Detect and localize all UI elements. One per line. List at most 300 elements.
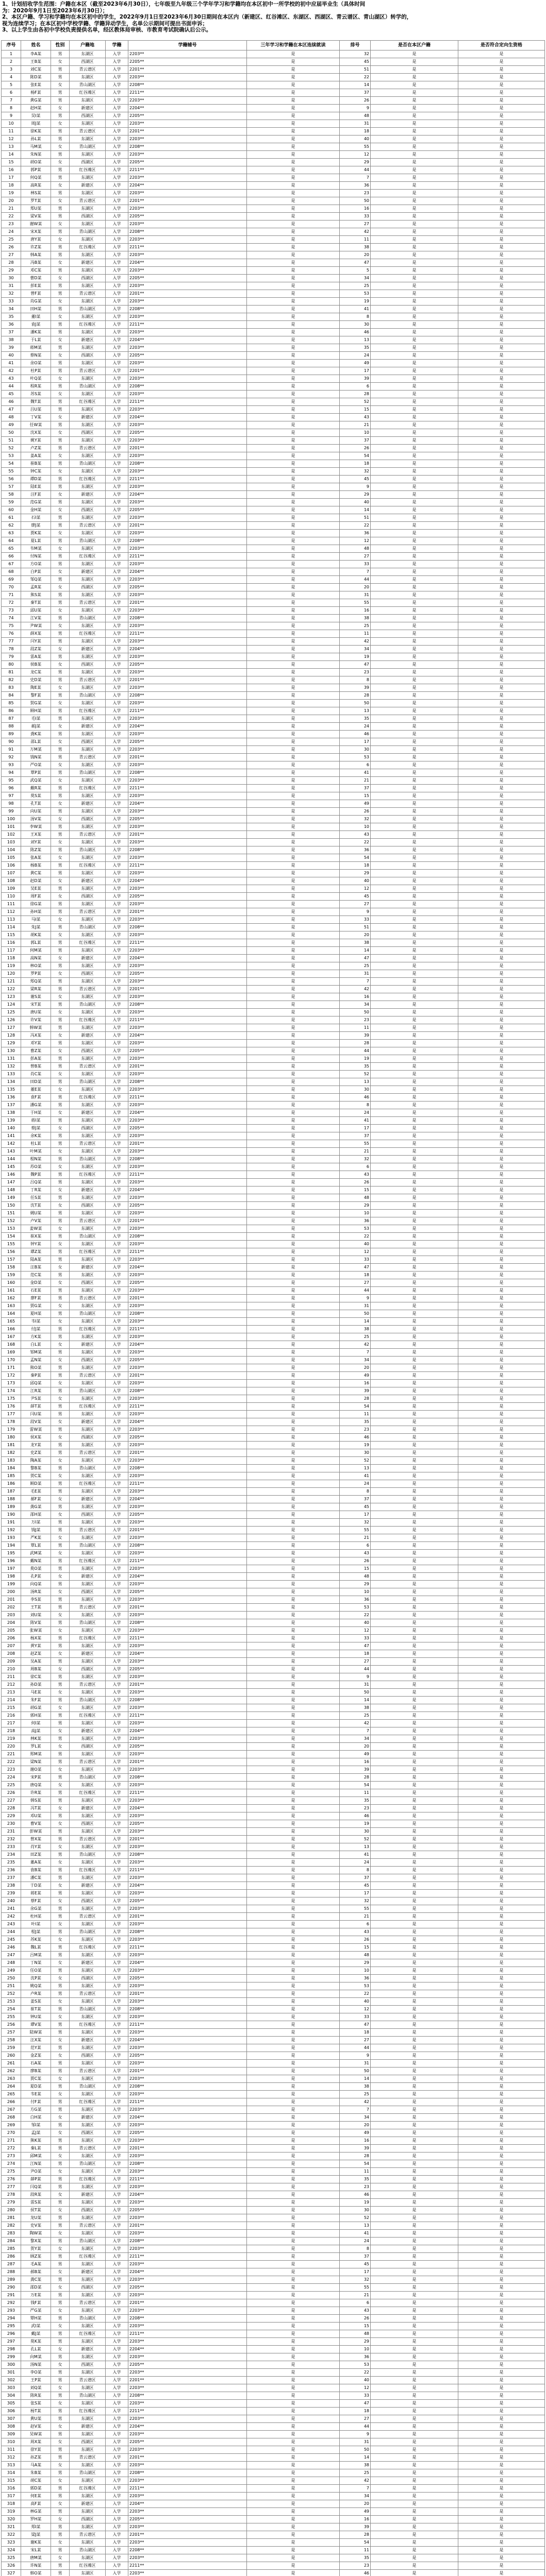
table-cell: 是 (247, 823, 340, 831)
table-cell: 入学 (106, 2384, 128, 2392)
table-cell: 女 (51, 1588, 70, 1596)
table-cell: 是 (247, 391, 340, 398)
table-row (2, 1805, 545, 1812)
table-cell: 东湖区 (70, 514, 106, 522)
table-cell: 红谷滩区 (70, 398, 106, 406)
table-row (2, 1743, 545, 1751)
table-cell: 男 (51, 1287, 70, 1295)
table-cell: 是 (371, 870, 458, 877)
table-cell: 是 (458, 1318, 545, 1326)
table-cell: 女 (51, 1936, 70, 1944)
table-cell: 是 (247, 2323, 340, 2330)
table-cell: 红谷滩区 (70, 2562, 106, 2570)
table-cell: 44 (2, 383, 21, 391)
table-cell: 是 (371, 1132, 458, 1140)
table-cell: 97 (2, 792, 21, 800)
table-cell: 2203** (128, 437, 247, 445)
table-cell: 17 (2, 174, 21, 182)
table-cell: 是 (247, 568, 340, 576)
table-row (2, 306, 545, 313)
table-cell: 216 (2, 1712, 21, 1720)
table-cell: 15 (340, 406, 371, 414)
table-cell: 是 (371, 1465, 458, 1472)
table-cell: 入学 (106, 862, 128, 870)
table-cell: 武Q某 (21, 777, 51, 785)
table-cell: 288 (2, 2268, 21, 2276)
table-cell: 是 (247, 2114, 340, 2122)
table-cell: 田Z某 (21, 1851, 51, 1859)
table-cell: 青山湖区 (70, 2547, 106, 2554)
table-cell: 是 (371, 1434, 458, 1442)
table-cell: 是 (247, 2129, 340, 2137)
table-row (2, 1194, 545, 1202)
table-cell: 男 (51, 2493, 70, 2500)
table-cell: 东湖区 (70, 1534, 106, 1542)
table-cell: 是 (458, 2292, 545, 2299)
table-row (2, 1310, 545, 1318)
table-cell: 2205** (128, 429, 247, 437)
table-cell: 202 (2, 1604, 21, 1612)
table-cell: 是 (247, 2346, 340, 2353)
table-cell: 女 (51, 1302, 70, 1310)
table-cell: 38 (340, 939, 371, 947)
table-cell: 是 (371, 522, 458, 530)
table-cell: 青云谱区 (70, 1372, 106, 1380)
table-cell: 2203** (128, 885, 247, 893)
table-cell: 是 (458, 1542, 545, 1550)
table-cell: 新建区 (70, 955, 106, 962)
table-cell: 35 (2, 313, 21, 321)
table-cell: 贾K某 (21, 530, 51, 537)
table-cell: 是 (371, 2075, 458, 2083)
table-cell: 是 (371, 1163, 458, 1171)
table-cell: 109 (2, 885, 21, 893)
table-row (2, 2500, 545, 2508)
table-cell: 付F某 (21, 2098, 51, 2106)
table-cell: 2203** (128, 2044, 247, 2052)
col-header-status: 学籍 (106, 41, 128, 50)
table-cell: 男 (51, 344, 70, 352)
table-row (2, 2485, 545, 2493)
table-cell: 青山湖区 (70, 1233, 106, 1241)
table-cell: 55 (340, 1527, 371, 1534)
table-cell: 是 (371, 1905, 458, 1913)
table-row (2, 1681, 545, 1689)
table-cell: 尹S某 (21, 1395, 51, 1403)
table-cell: 女 (51, 2361, 70, 2369)
table-cell: 是 (371, 2114, 458, 2122)
table-cell: 是 (247, 615, 340, 622)
table-row (2, 1434, 545, 1442)
table-cell: 2201** (128, 986, 247, 993)
table-cell: 是 (458, 1101, 545, 1109)
table-cell: 40 (340, 499, 371, 506)
table-cell: 133 (2, 1071, 21, 1078)
table-cell: 西湖区 (70, 159, 106, 166)
table-row (2, 1442, 545, 1449)
table-cell: 入学 (106, 2547, 128, 2554)
table-cell: 2203** (128, 1596, 247, 1604)
table-cell: 女 (51, 236, 70, 244)
table-cell: 陶W某 (21, 2230, 51, 2238)
table-cell: 男 (51, 2377, 70, 2384)
table-cell: 是 (247, 1449, 340, 1457)
table-cell: 是 (458, 2369, 545, 2377)
table-cell: 西湖区 (70, 1897, 106, 1905)
table-cell: 是 (247, 1357, 340, 1364)
table-cell: 是 (458, 1001, 545, 1009)
table-cell: 范G某 (21, 499, 51, 506)
table-cell: 是 (371, 105, 458, 112)
table-cell: 是 (458, 1689, 545, 1697)
table-cell: 6 (340, 1542, 371, 1550)
table-cell: 6 (2, 89, 21, 97)
table-cell: 是 (371, 1836, 458, 1843)
table-cell: 13 (340, 1843, 371, 1851)
table-cell: 女 (51, 491, 70, 499)
table-cell: 女 (51, 2516, 70, 2523)
table-cell: 34 (340, 1357, 371, 1364)
table-cell: 入学 (106, 823, 128, 831)
table-cell: 是 (371, 2454, 458, 2462)
table-cell: 入学 (106, 2485, 128, 2493)
table-cell: 是 (458, 105, 545, 112)
table-cell: 是 (458, 2006, 545, 2013)
table-cell: 入学 (106, 1086, 128, 1094)
table-cell: 2203** (128, 2323, 247, 2330)
table-cell: 是 (458, 2469, 545, 2477)
table-cell: 是 (247, 1071, 340, 1078)
table-cell: 是 (247, 244, 340, 251)
table-cell: 217 (2, 1720, 21, 1727)
table-cell: 是 (371, 1302, 458, 1310)
table-cell: 19 (340, 298, 371, 306)
table-cell: 是 (458, 2307, 545, 2315)
table-cell: 是 (458, 2037, 545, 2044)
table-cell: 2208** (128, 769, 247, 777)
table-cell: 是 (458, 1380, 545, 1387)
table-cell: 7 (340, 2106, 371, 2114)
table-cell: 入学 (106, 360, 128, 367)
table-cell: 是 (247, 352, 340, 360)
table-cell: 男 (51, 1527, 70, 1534)
table-cell: 是 (247, 329, 340, 336)
table-cell: 廖F某 (21, 1295, 51, 1302)
table-cell: 是 (247, 1581, 340, 1588)
table-cell: 男 (51, 1310, 70, 1318)
table-cell: 2208** (128, 2469, 247, 2477)
table-cell: 是 (247, 1480, 340, 1488)
table-cell: 38 (340, 615, 371, 622)
table-cell: 东湖区 (70, 1194, 106, 1202)
table-cell: 12 (340, 1248, 371, 1256)
table-cell: 高R某 (21, 182, 51, 190)
table-cell: 是 (247, 2106, 340, 2114)
table-cell: 孔P某 (21, 1573, 51, 1581)
table-cell: 是 (371, 2307, 458, 2315)
table-cell: 是 (371, 2508, 458, 2516)
table-cell: 49 (340, 360, 371, 367)
table-cell: 男 (51, 267, 70, 275)
table-cell: 178 (2, 1418, 21, 1426)
table-cell: 龙Y某 (21, 1442, 51, 1449)
table-cell: 73 (2, 607, 21, 615)
table-cell: 是 (371, 1581, 458, 1588)
table-cell: 是 (458, 2554, 545, 2562)
table-cell: 是 (371, 58, 458, 66)
table-row (2, 2222, 545, 2230)
table-cell: 赵V某 (21, 2423, 51, 2431)
table-row (2, 1897, 545, 1905)
table-cell: 2203** (128, 514, 247, 522)
table-cell: 罗T某 (21, 197, 51, 205)
table-cell: 是 (247, 646, 340, 653)
table-cell: 44 (340, 166, 371, 174)
table-cell: 282 (2, 2222, 21, 2230)
table-cell: 女 (51, 1689, 70, 1697)
table-cell: 是 (247, 808, 340, 816)
table-cell: 东湖区 (70, 2060, 106, 2067)
table-cell: 是 (458, 352, 545, 360)
table-cell: 43 (340, 2307, 371, 2315)
table-cell: 205 (2, 1627, 21, 1635)
table-row (2, 723, 545, 731)
table-cell: 是 (458, 808, 545, 816)
table-cell: 是 (247, 1712, 340, 1720)
table-cell: 入学 (106, 251, 128, 259)
table-row (2, 1326, 545, 1333)
table-cell: 2203** (128, 638, 247, 646)
table-row (2, 1751, 545, 1758)
table-cell: 是 (247, 2207, 340, 2214)
table-cell: 女 (51, 1534, 70, 1542)
table-cell: 入学 (106, 421, 128, 429)
table-cell: 25 (340, 282, 371, 290)
table-cell: 张W某 (21, 1627, 51, 1635)
table-cell: 女 (51, 1279, 70, 1287)
table-cell: 是 (371, 939, 458, 947)
table-cell: 49 (340, 2508, 371, 2516)
table-cell: 2203** (128, 1673, 247, 1681)
table-cell: 孔L某 (21, 2346, 51, 2353)
table-cell: 2208** (128, 1233, 247, 1241)
table-cell: 46 (340, 731, 371, 738)
table-cell: 36 (340, 846, 371, 854)
table-cell: 是 (247, 1975, 340, 1982)
table-cell: 是 (371, 2516, 458, 2523)
table-cell: 2203** (128, 2122, 247, 2129)
table-cell: 148 (2, 1187, 21, 1194)
table-cell: 326 (2, 2562, 21, 2570)
table-cell: 史V某 (21, 2222, 51, 2230)
table-cell: 入学 (106, 1279, 128, 1287)
table-cell: 女 (51, 1341, 70, 1349)
table-cell: 女 (51, 159, 70, 166)
table-cell: 是 (458, 2438, 545, 2446)
table-row (2, 2129, 545, 2137)
table-cell: 女 (51, 1897, 70, 1905)
table-cell: 是 (371, 2176, 458, 2183)
table-cell: 是 (247, 1364, 340, 1372)
table-row (2, 1867, 545, 1874)
table-cell: 220 (2, 1743, 21, 1751)
table-cell: 男 (51, 1295, 70, 1302)
table-cell: 219 (2, 1735, 21, 1743)
table-cell: 2203** (128, 1040, 247, 1047)
table-cell: 男 (51, 1619, 70, 1627)
table-cell: 入学 (106, 112, 128, 120)
table-cell: 是 (247, 1179, 340, 1187)
table-cell: 23 (2, 221, 21, 228)
table-cell: 是 (247, 2261, 340, 2268)
table-cell: 247 (2, 1952, 21, 1959)
table-cell: 是 (247, 993, 340, 1001)
table-cell: 入学 (106, 1673, 128, 1681)
table-cell: 是 (458, 81, 545, 89)
table-row (2, 1210, 545, 1217)
table-cell: 122 (2, 986, 21, 993)
table-cell: 61 (2, 514, 21, 522)
table-cell: 是 (458, 1179, 545, 1187)
table-cell: 男 (51, 638, 70, 646)
table-cell: 刘U某 (21, 1612, 51, 1619)
table-cell: 是 (247, 468, 340, 476)
table-cell: 2203** (128, 870, 247, 877)
table-cell: 2211** (128, 939, 247, 947)
table-cell: 是 (371, 2098, 458, 2106)
table-cell: 21 (2, 205, 21, 213)
table-cell: 是 (247, 1642, 340, 1650)
table-cell: 43 (340, 414, 371, 421)
table-row (2, 630, 545, 638)
table-cell: 女 (51, 429, 70, 437)
table-cell: 女 (51, 1472, 70, 1480)
table-cell: 是 (371, 2299, 458, 2307)
table-cell: 卢Z某 (21, 445, 51, 452)
table-row (2, 1457, 545, 1465)
table-cell: 入学 (106, 1720, 128, 1727)
table-cell: 是 (247, 1743, 340, 1751)
table-cell: 是 (371, 1766, 458, 1774)
table-cell: 男 (51, 1442, 70, 1449)
table-cell: 2211** (128, 1248, 247, 1256)
table-cell: 2203** (128, 1704, 247, 1712)
table-cell: 85 (2, 700, 21, 707)
table-cell: 男 (51, 2369, 70, 2377)
table-cell: 是 (247, 831, 340, 839)
table-cell: 50 (2, 429, 21, 437)
table-cell: 是 (458, 622, 545, 630)
table-cell: 是 (247, 638, 340, 646)
table-cell: 男 (51, 50, 70, 58)
table-cell: 高F某 (21, 2500, 51, 2508)
table-cell: 青云谱区 (70, 1527, 106, 1534)
table-row (2, 2021, 545, 2029)
table-cell: 是 (371, 568, 458, 576)
table-cell: 程R某 (21, 383, 51, 391)
table-row (2, 452, 545, 460)
table-row (2, 1496, 545, 1503)
table-cell: 111 (2, 901, 21, 908)
table-cell: 2211** (128, 89, 247, 97)
table-cell: 是 (371, 1341, 458, 1349)
table-cell: 红谷滩区 (70, 1171, 106, 1179)
table-cell: 是 (371, 2168, 458, 2176)
table-cell: 东湖区 (70, 2477, 106, 2485)
table-cell: 男 (51, 1542, 70, 1550)
table-cell: 女 (51, 1704, 70, 1712)
table-cell: 是 (371, 1063, 458, 1071)
table-cell: 161 (2, 1287, 21, 1295)
table-cell: 是 (247, 1588, 340, 1596)
table-cell: 是 (247, 1148, 340, 1156)
table-cell: 54 (340, 2160, 371, 2168)
table-cell: 段R某 (21, 2191, 51, 2199)
table-row (2, 823, 545, 831)
table-cell: 75 (2, 622, 21, 630)
table-cell: 东湖区 (70, 2261, 106, 2268)
table-cell: 入学 (106, 1820, 128, 1828)
table-cell: 姜S某 (21, 1998, 51, 2006)
table-cell: 是 (458, 1573, 545, 1581)
table-cell: 男 (51, 2222, 70, 2230)
table-cell: 是 (458, 1712, 545, 1720)
table-cell: 256 (2, 2021, 21, 2029)
table-row (2, 568, 545, 576)
table-cell: 是 (247, 1109, 340, 1117)
table-cell: 入学 (106, 1024, 128, 1032)
table-row (2, 1913, 545, 1921)
table-cell: 东湖区 (70, 1828, 106, 1836)
table-cell: 是 (247, 1812, 340, 1820)
table-cell: 289 (2, 2276, 21, 2284)
table-row (2, 1086, 545, 1094)
table-cell: 东湖区 (70, 1503, 106, 1511)
table-row (2, 2160, 545, 2168)
table-cell: 67 (2, 561, 21, 568)
table-cell: 男 (51, 537, 70, 545)
table-cell: 男 (51, 2253, 70, 2261)
table-cell: 入学 (106, 2029, 128, 2037)
table-cell: 汪X某 (21, 2037, 51, 2044)
table-cell: 入学 (106, 978, 128, 986)
table-cell: 是 (247, 1241, 340, 1248)
table-cell: 男 (51, 2315, 70, 2323)
table-cell: 董A某 (21, 1859, 51, 1867)
table-cell: 308 (2, 2423, 21, 2431)
table-cell: 红谷滩区 (70, 1712, 106, 1720)
table-cell: 是 (247, 1681, 340, 1689)
table-cell: 是 (247, 2330, 340, 2338)
table-cell: 是 (458, 1735, 545, 1743)
table-cell: 是 (371, 2067, 458, 2075)
table-cell: 是 (247, 491, 340, 499)
table-cell: 是 (458, 1874, 545, 1882)
table-cell: 男 (51, 2261, 70, 2268)
table-cell: 2203** (128, 1472, 247, 1480)
table-cell: 186 (2, 1480, 21, 1488)
table-cell: 38 (340, 1704, 371, 1712)
table-cell: 2201** (128, 1217, 247, 1225)
table-cell: 王P某 (21, 2377, 51, 2384)
table-cell: 9 (340, 483, 371, 491)
table-cell: 秦P某 (21, 1372, 51, 1380)
table-cell: 是 (247, 800, 340, 808)
table-cell: 是 (371, 2523, 458, 2531)
table-cell: 2203** (128, 2477, 247, 2485)
table-cell: 79 (2, 653, 21, 661)
table-cell: 丁V某 (21, 414, 51, 421)
